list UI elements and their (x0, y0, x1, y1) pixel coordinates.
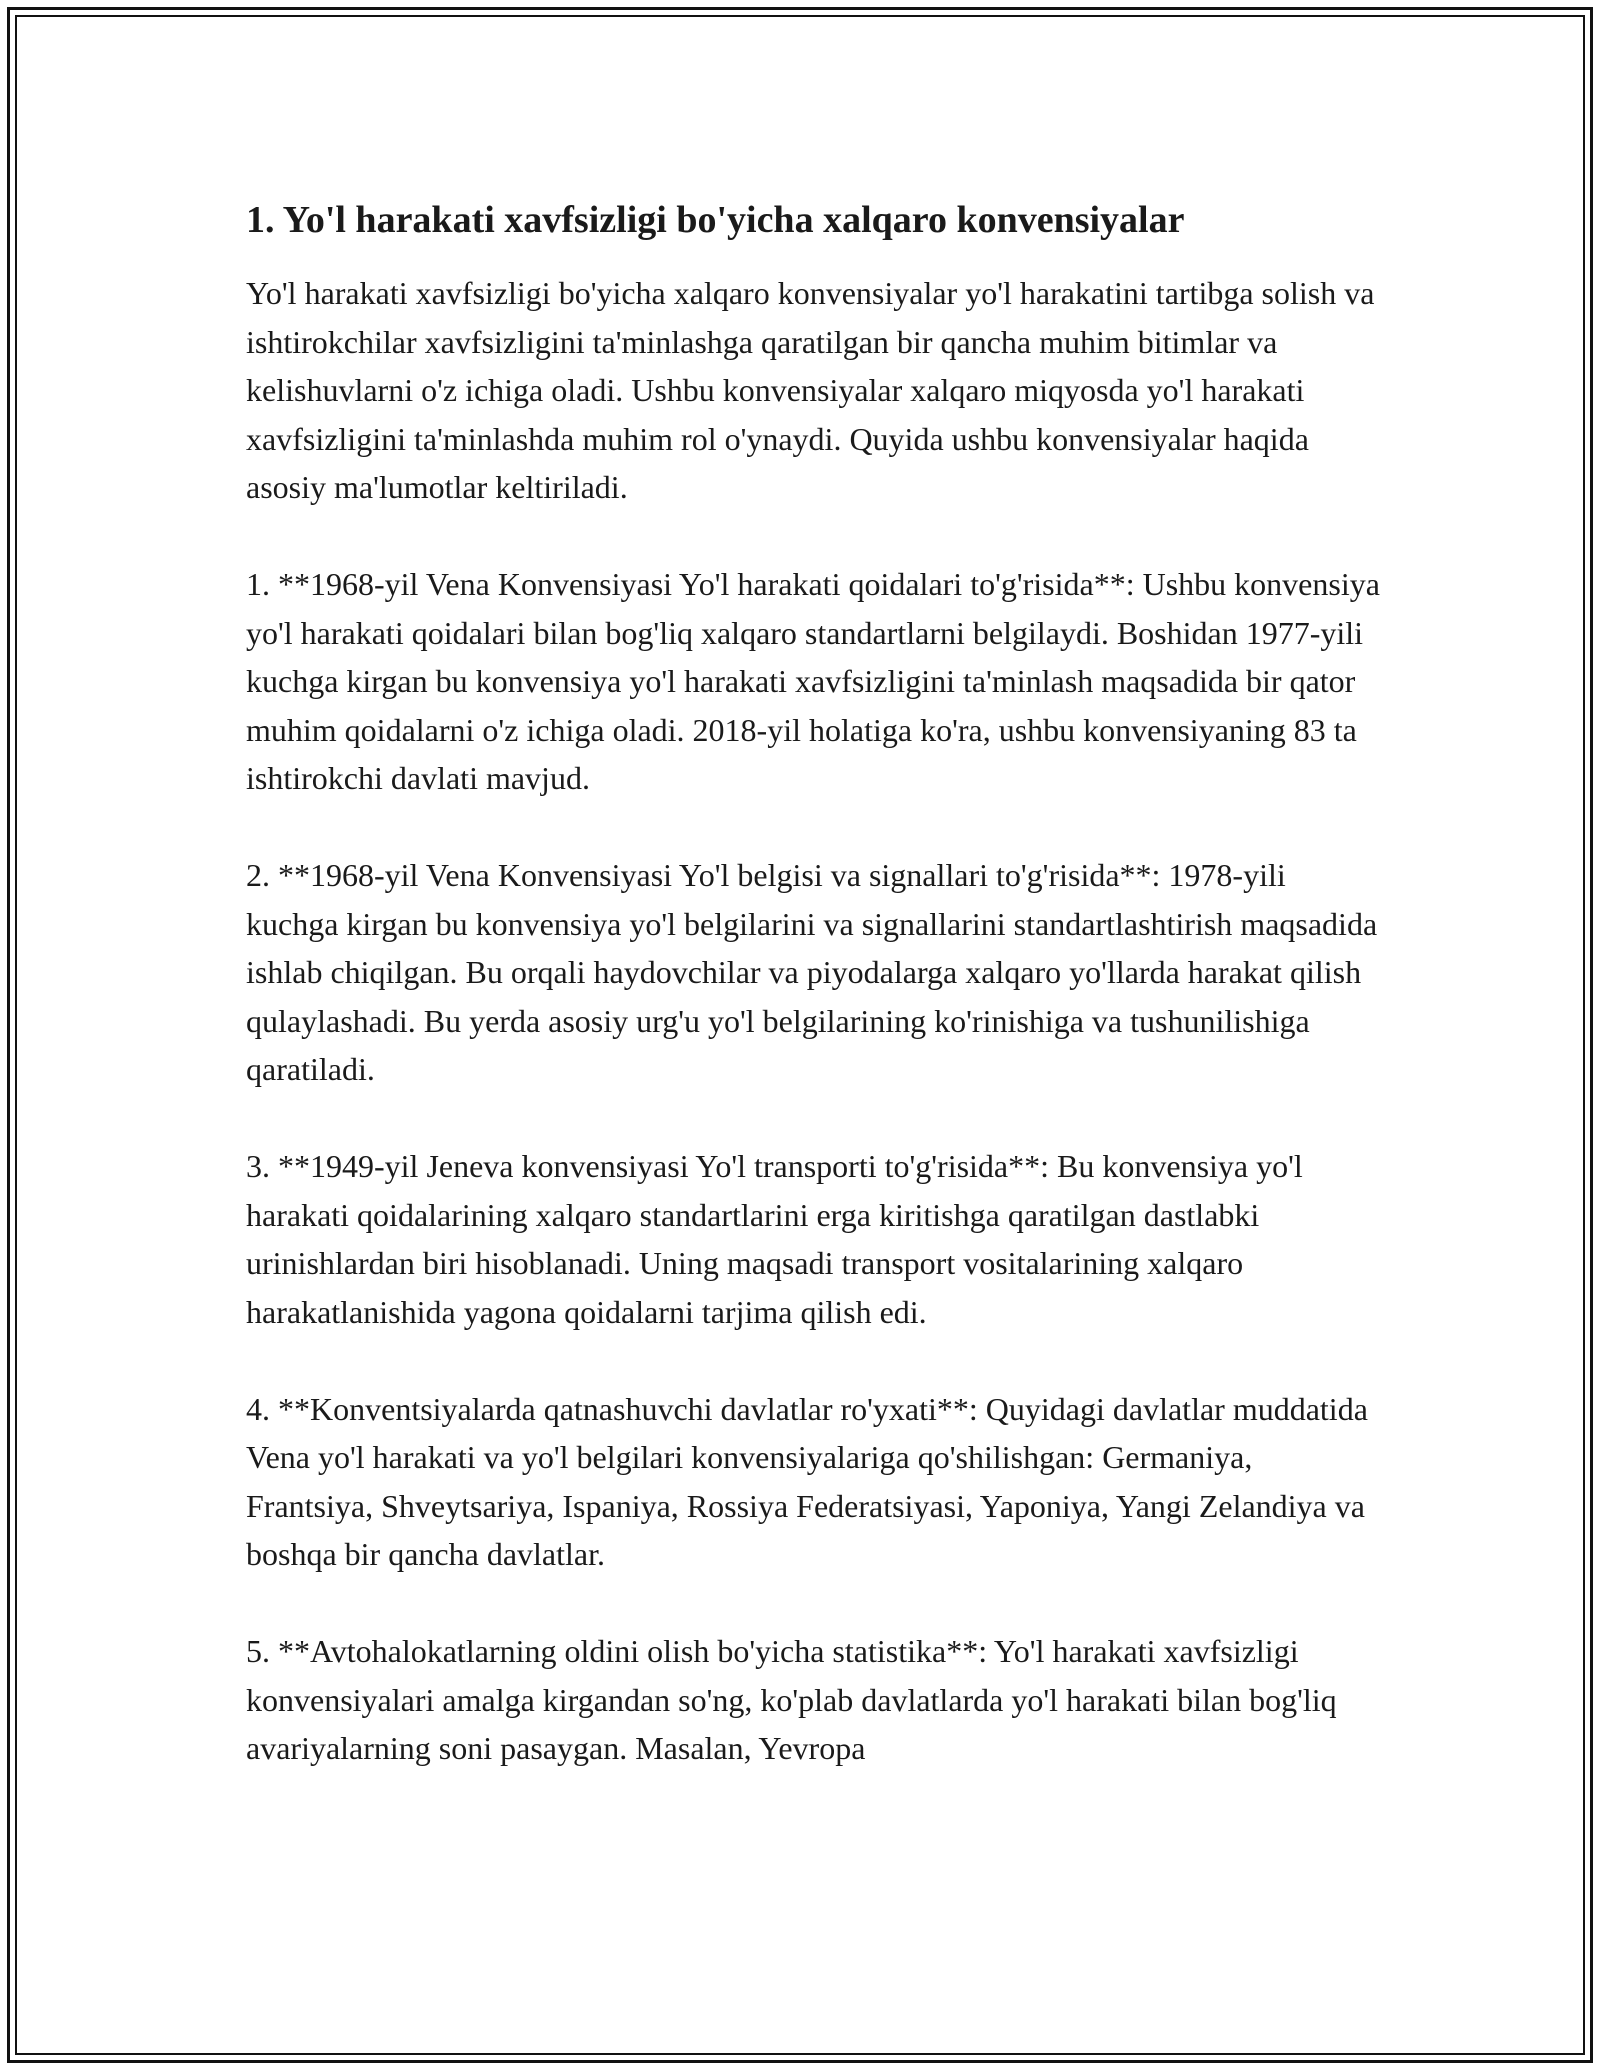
list-item-1-paragraph: 1. **1968-yil Vena Konvensiyasi Yo'l harakati qoidalari to'g'risida**: Ushbu konvensiya yo'l harakati qoidalari bilan bog'liq xalqaro standartlarni belgilaydi. Boshidan 1977-yili kuchga kirgan bu konvensiya yo'l harakati xavfsizligini ta'minlash maqsadida bir qator muhim qoidalarni o'z ichiga oladi. 2018-yil holatiga ko'ra, ushbu konvensiyaning 83 ta ishtirokchi davlati mavjud. (246, 566, 1380, 797)
list-item-4-paragraph: 4. **Konventsiyalarda qatnashuvchi davlatlar ro'yxati**: Quyidagi davlatlar muddatida Vena yo'l harakati va yo'l belgilari konvensiyalariga qo'shilishgan: Germaniya, Frantsiya, Shveytsariya, Ispaniya, Rossiya Federatsiyasi, Yaponiya, Yangi Zelandiya va boshqa bir qancha davlatlar. (246, 1390, 1368, 1573)
document-body (246, 196, 1386, 1821)
list-item-2-paragraph: 2. **1968-yil Vena Konvensiyasi Yo'l belgisi va signallari to'g'risida**: 1978-yili kuchga kirgan bu konvensiya yo'l belgilarini va signallarini standartlashtirish maqsadida ishlab chiqilgan. Bu orqali haydovchilar va piyodalarga xalqaro yo'llarda harakat qilish qulaylashadi. Bu yerda asosiy urg'u yo'l belgilarining ko'rinishiga va tushunilishiga qaratiladi. (246, 857, 1378, 1088)
list-item-3-paragraph: 3. **1949-yil Jeneva konvensiyasi Yo'l transporti to'g'risida**: Bu konvensiya yo'l harakati qoidalarining xalqaro standartlarini erga kiritishga qaratilgan dastlabki urinishlardan biri hisoblanadi. Uning maqsadi transport vositalarining xalqaro harakatlanishida yagona qoidalarni tarjima qilish edi. (246, 1148, 1303, 1330)
list-item-5-paragraph: 5. **Avtohalokatlarning oldini olish bo'yicha statistika**: Yo'l harakati xavfsizligi konvensiyalari amalga kirgandan so'ng, ko'plab davlatlarda yo'l harakati bilan bog'liq avariyalarning soni pasaygan. Masalan, Yevropa (246, 1633, 1337, 1767)
intro-paragraph: Yo'l harakati xavfsizligi bo'yicha xalqaro konvensiyalar yo'l harakatini tartibga solish va ishtirokchilar xavfsizligini ta'minlashga qaratilgan bir qancha muhim bitimlar va kelishuvlarni o'z ichiga oladi. Ushbu konvensiyalar xalqaro miqyosda yo'l harakati xavfsizligini ta'minlashda muhim rol o'ynaydi. Quyida ushbu konvensiyalar haqida asosiy ma'lumotlar keltiriladi. (246, 275, 1375, 506)
section-heading: 1. Yo'l harakati xavfsizligi bo'yicha xalqaro konvensiyalar (246, 199, 1185, 241)
page-frame (7, 7, 1593, 2063)
